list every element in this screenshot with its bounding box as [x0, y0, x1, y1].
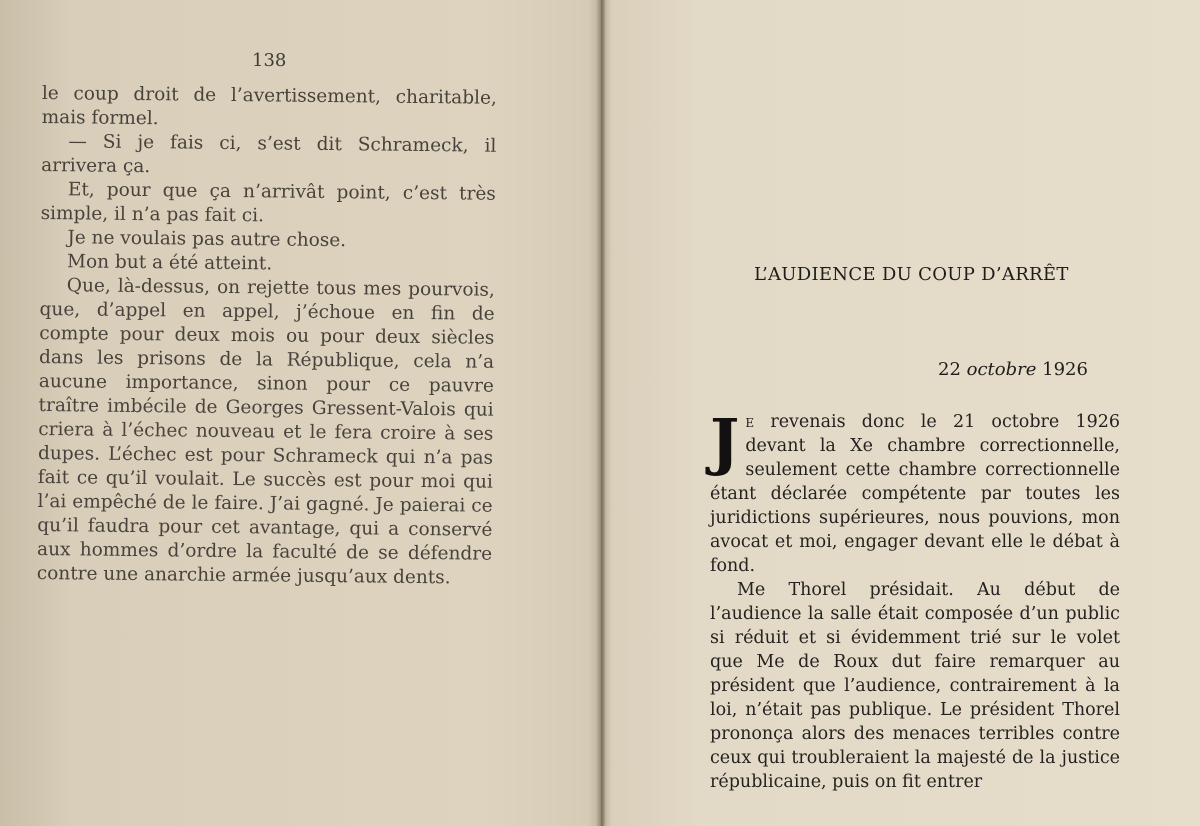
- paragraph: — Si je fais ci, s’est dit Schrameck, il arrivera ça.: [41, 131, 497, 178]
- date-year: 1926: [1042, 359, 1088, 380]
- page-number: 138: [252, 50, 287, 71]
- paragraph: Mon but a été atteint.: [67, 251, 273, 275]
- paragraph-text: revenais donc le 21 octobre 1926 devant la Xe chambre correctionnelle, seulement cette chambre correctionnelle étant déclarée compétente par toutes les juridictions supérieures, nous pouvions, mon avocat et moi, engager devant elle le débat à fond.: [710, 412, 1120, 576]
- opening-paragraph: [710, 405, 1120, 578]
- paragraph: Que, là-dessus, on rejette tous mes pourvois, que, d’appel en appel, j’échoue en fin de compte pour deux mois ou pour deux siècles dans les prisons de la République, cela n’a aucune importance, sinon pour ce pauvre traître imbécile de Georges Gressent-Valois qui criera à l’échec nouveau et le fera croire à ses dupes. L’échec est pour Schrameck qui n’a pas fait ce qu’il voulait. Le succès est pour moi qui l’ai empêché de le faire. J’ai gagné. Je paierai ce qu’il faudra pour cet avantage, qui a conservé aux hommes d’ordre la faculté de se défendre contre une anarchie armée jusqu’aux dents.: [36, 275, 495, 589]
- right-page-text: [710, 405, 1120, 794]
- right-page: [604, 0, 1200, 826]
- paragraph: Me Thorel présidait. Au début de l’audience la salle était composée d’un public si réduit et si évidemment trié sur le volet que Me de Roux dut faire remarquer au président que l’audience, contrairement à la loi, n’était pas publique. Le président Thorel prononça alors des menaces terribles contre ceux qui troubleraient la majesté de la justice républicaine, puis on fit entrer: [710, 580, 1120, 792]
- date-day: 22: [938, 359, 961, 380]
- date-month: octobre: [966, 359, 1037, 380]
- first-word-rest: e: [745, 412, 755, 432]
- paragraph: Et, pour que ça n’arrivât point, c’est très simple, il n’a pas fait ci.: [40, 179, 496, 227]
- paragraph: le coup droit de l’avertissement, charitable, mais formel.: [41, 82, 497, 130]
- chapter-date: [938, 359, 1088, 380]
- paragraph: Je ne voulais pas autre chose.: [67, 227, 347, 252]
- chapter-title: L’AUDIENCE DU COUP D’ARRÊT: [754, 264, 1069, 285]
- drop-cap: J: [710, 405, 740, 478]
- left-page-text: [37, 82, 497, 591]
